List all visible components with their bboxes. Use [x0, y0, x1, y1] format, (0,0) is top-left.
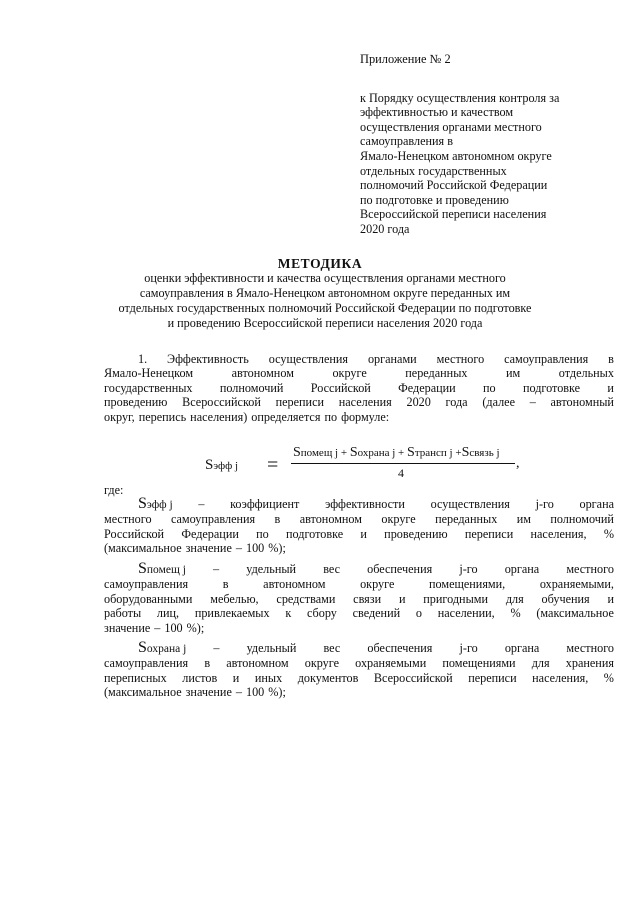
word: автономном [231, 366, 294, 381]
word: переписи [275, 395, 325, 410]
word: эффективности [325, 497, 405, 511]
word: переписи [468, 670, 517, 685]
word: Эффективность [167, 352, 249, 366]
word: полномочий [219, 380, 284, 395]
word: осуществления [268, 352, 349, 366]
appendix-line: 2020 года [360, 221, 410, 236]
word: в [204, 656, 211, 671]
appendix-line: Всероссийской переписи населения [360, 207, 547, 222]
word: формуле: [341, 409, 390, 424]
symbol-subscript: эфф j [146, 499, 173, 511]
word: определяется [251, 409, 321, 424]
word: переписных [104, 670, 167, 685]
word: – [529, 395, 536, 410]
subtitle-line: и проведению Всероссийской переписи населения 2020 года [167, 316, 483, 330]
word: населения, [532, 670, 589, 685]
word: осуществления [430, 497, 510, 511]
word: иных [254, 670, 283, 685]
word: им [516, 512, 531, 527]
word: j-го [459, 562, 478, 576]
formula-denominator: 4 [398, 466, 404, 480]
word: проведению [384, 526, 448, 541]
word: населении, [437, 606, 495, 621]
document-title: МЕТОДИКА [277, 256, 363, 271]
formula-numerator [293, 445, 500, 461]
appendix-title: Приложение № 2 [360, 52, 451, 66]
word: оборудованными [104, 591, 193, 606]
word: – [213, 562, 220, 576]
formula-plus: + [395, 447, 408, 459]
word: – [235, 685, 242, 700]
word: вес [323, 641, 341, 655]
word: в [608, 352, 614, 366]
word: населения [338, 395, 392, 410]
symbol-letter: S [138, 560, 147, 577]
word: к [285, 606, 292, 621]
appendix-line: Ямало-Ненецком автономном округе [360, 148, 552, 163]
word: хранения [565, 656, 614, 671]
subtitle-line: отдельных государственных полномочий Российской Федерации по подготовке [118, 301, 532, 315]
word: местного [104, 512, 152, 527]
appendix-line: полномочий Российской Федерации [360, 178, 548, 193]
appendix-line: к Порядку осуществления контроля за [360, 90, 560, 105]
word: переданных [435, 512, 498, 527]
definition-first-line [104, 562, 614, 577]
word: 100 [245, 541, 265, 556]
word: местного [566, 562, 614, 576]
appendix-line: самоуправления в [360, 134, 453, 149]
word: охраняемыми [355, 656, 427, 671]
word: местного [566, 641, 614, 655]
word: 100 [164, 620, 183, 635]
appendix-line: по подготовке и проведению [360, 192, 509, 207]
efficiency-formula [205, 443, 525, 483]
word: удельный [246, 641, 297, 655]
formula-lhs [205, 457, 238, 474]
formula-equals: = [267, 454, 279, 476]
definition-symbol [138, 562, 186, 577]
word: года [445, 395, 468, 410]
formula-comma: , [516, 456, 520, 471]
word: для [505, 591, 524, 606]
word: переданных [405, 366, 468, 381]
formula-term-symbol: S [349, 445, 358, 460]
paragraph-line [104, 352, 614, 366]
word: пригодными [423, 591, 489, 606]
definition-line [104, 656, 614, 670]
definition-line [104, 577, 614, 591]
word: j-го [459, 641, 478, 655]
definition-symbol [138, 641, 186, 656]
word: – [198, 497, 205, 511]
word: Ямало-Ненецком [104, 366, 194, 381]
paragraph-line [104, 366, 614, 380]
word: работы [104, 606, 142, 621]
fraction-bar [291, 463, 515, 464]
formula-subscript: эфф j [213, 460, 238, 472]
definition-line [104, 512, 614, 526]
formula-term-symbol: S [407, 445, 415, 460]
word: значение [104, 620, 151, 635]
word: органами [367, 352, 417, 366]
word: автономном [299, 512, 362, 527]
definition-line [104, 685, 614, 699]
word: значение [185, 541, 232, 556]
subtitle-line: оценки эффективности и качества осуществления органами местного [144, 271, 506, 285]
appendix-line: эффективностью и качеством [360, 105, 514, 120]
word: обучения [541, 591, 590, 606]
formula-term-symbol: S [293, 445, 301, 460]
word: в [222, 577, 229, 592]
definition-line [104, 541, 614, 555]
word: %); [268, 685, 286, 700]
word: округ, [104, 409, 135, 424]
word: Российской [310, 380, 371, 395]
word: и [398, 591, 406, 606]
word: помещениями, [428, 577, 506, 592]
definition-first-line [104, 497, 614, 512]
word: отдельных [558, 366, 614, 381]
word: о [415, 606, 422, 621]
appendix-block [360, 52, 610, 237]
word: автономном [226, 656, 289, 671]
symbol-letter: S [138, 639, 147, 656]
formula-plus: + [338, 447, 350, 459]
subtitle-line: самоуправления в Ямало-Ненецком автономном округе переданных им [139, 286, 511, 300]
appendix-text [360, 91, 610, 237]
formula-term-symbol: S [461, 445, 470, 460]
word: сведений [352, 606, 401, 621]
word: % [603, 670, 614, 685]
word: Всероссийской [182, 395, 261, 410]
word: населения) [190, 409, 248, 424]
paragraph-line [104, 410, 614, 424]
word: Федерации [181, 526, 239, 541]
word: значение [185, 685, 232, 700]
word: для [531, 656, 550, 671]
word: населения, [530, 526, 587, 541]
word: (максимальное [536, 606, 614, 621]
document-subtitle [90, 271, 560, 331]
formula-term-subscript: охрана j [357, 447, 396, 459]
word: % [603, 526, 614, 541]
appendix-line: отдельных государственных [360, 163, 507, 178]
word: обеспечения [367, 562, 433, 576]
symbol-subscript: охрана j [146, 643, 187, 655]
paragraph-line [104, 395, 614, 409]
word: и [607, 380, 614, 395]
formula-term-subscript: связь j [469, 447, 500, 459]
definition-2 [104, 562, 614, 635]
word: – [213, 641, 220, 655]
definition-line [104, 621, 614, 635]
word: подготовке [286, 526, 344, 541]
definition-symbol [138, 497, 173, 512]
word: по [324, 409, 338, 424]
word: (максимальное [104, 685, 182, 700]
word: средствами [276, 591, 336, 606]
word: j-го [535, 497, 554, 511]
word: листов [182, 670, 218, 685]
word: перепись [138, 409, 187, 424]
word: % [510, 606, 521, 621]
word: Российской [104, 526, 165, 541]
word: Всероссийской [373, 670, 453, 685]
formula-term-subscript: помещ j [300, 447, 339, 459]
word: охраняемыми, [539, 577, 614, 592]
word: по [483, 380, 496, 395]
word: удельный [246, 562, 297, 576]
definition-line [104, 592, 614, 606]
word: и [607, 591, 614, 606]
word: по [256, 526, 269, 541]
word: и [232, 670, 240, 685]
symbol-letter: S [138, 495, 147, 512]
where-label: где: [104, 483, 124, 497]
word: самоуправления [104, 577, 189, 592]
word: мебелью, [210, 591, 259, 606]
word: округе [304, 656, 340, 671]
word: помещениями [442, 656, 516, 671]
word: им [506, 366, 521, 381]
word: местного [436, 352, 485, 366]
word: %); [268, 541, 286, 556]
word: – [235, 541, 242, 556]
word: автономный [550, 395, 614, 410]
word: 1. [138, 352, 148, 366]
word: Федерации [398, 380, 456, 395]
word: подготовке [522, 380, 581, 395]
word: коэффициент [230, 497, 300, 511]
word: привлекаемых [194, 606, 270, 621]
formula-term-subscript: трансп j [414, 447, 453, 459]
definition-line [104, 527, 614, 541]
formula-symbol: S [205, 457, 214, 473]
paragraph-line [104, 381, 614, 395]
word: лиц, [156, 606, 180, 621]
word: 2020 [406, 395, 431, 410]
word: переписи [464, 526, 514, 541]
definition-first-line [104, 641, 614, 656]
definition-line [104, 671, 614, 685]
word: округе [332, 366, 367, 381]
word: самоуправления [504, 352, 589, 366]
word: округе [360, 577, 395, 592]
formula-plus: + [452, 447, 462, 459]
definition-3 [104, 641, 614, 700]
word: обеспечения [367, 641, 433, 655]
word: самоуправления [170, 512, 256, 527]
word: связи [353, 591, 382, 606]
word: округе [381, 512, 416, 527]
word: органа [504, 641, 540, 655]
definition-1 [104, 497, 614, 556]
word: и [360, 526, 367, 541]
word: автономном [263, 577, 326, 592]
symbol-subscript: помещ j [146, 564, 186, 576]
word: проведению [104, 395, 168, 410]
word: 100 [245, 685, 265, 700]
word: полномочий [550, 512, 614, 527]
appendix-line: осуществления органами местного [360, 119, 542, 134]
word: сбору [306, 606, 337, 621]
word: (далее [482, 395, 515, 410]
word: в [274, 512, 281, 527]
word: документов [297, 670, 359, 685]
word: самоуправления [104, 656, 189, 671]
definition-line [104, 606, 614, 620]
word: – [154, 620, 161, 635]
word: органа [579, 497, 614, 511]
paragraph-1 [104, 352, 614, 424]
word: государственных [104, 380, 193, 395]
word: вес [323, 562, 340, 576]
word: %); [186, 620, 205, 635]
word: (максимальное [104, 541, 182, 556]
word: органа [504, 562, 540, 576]
